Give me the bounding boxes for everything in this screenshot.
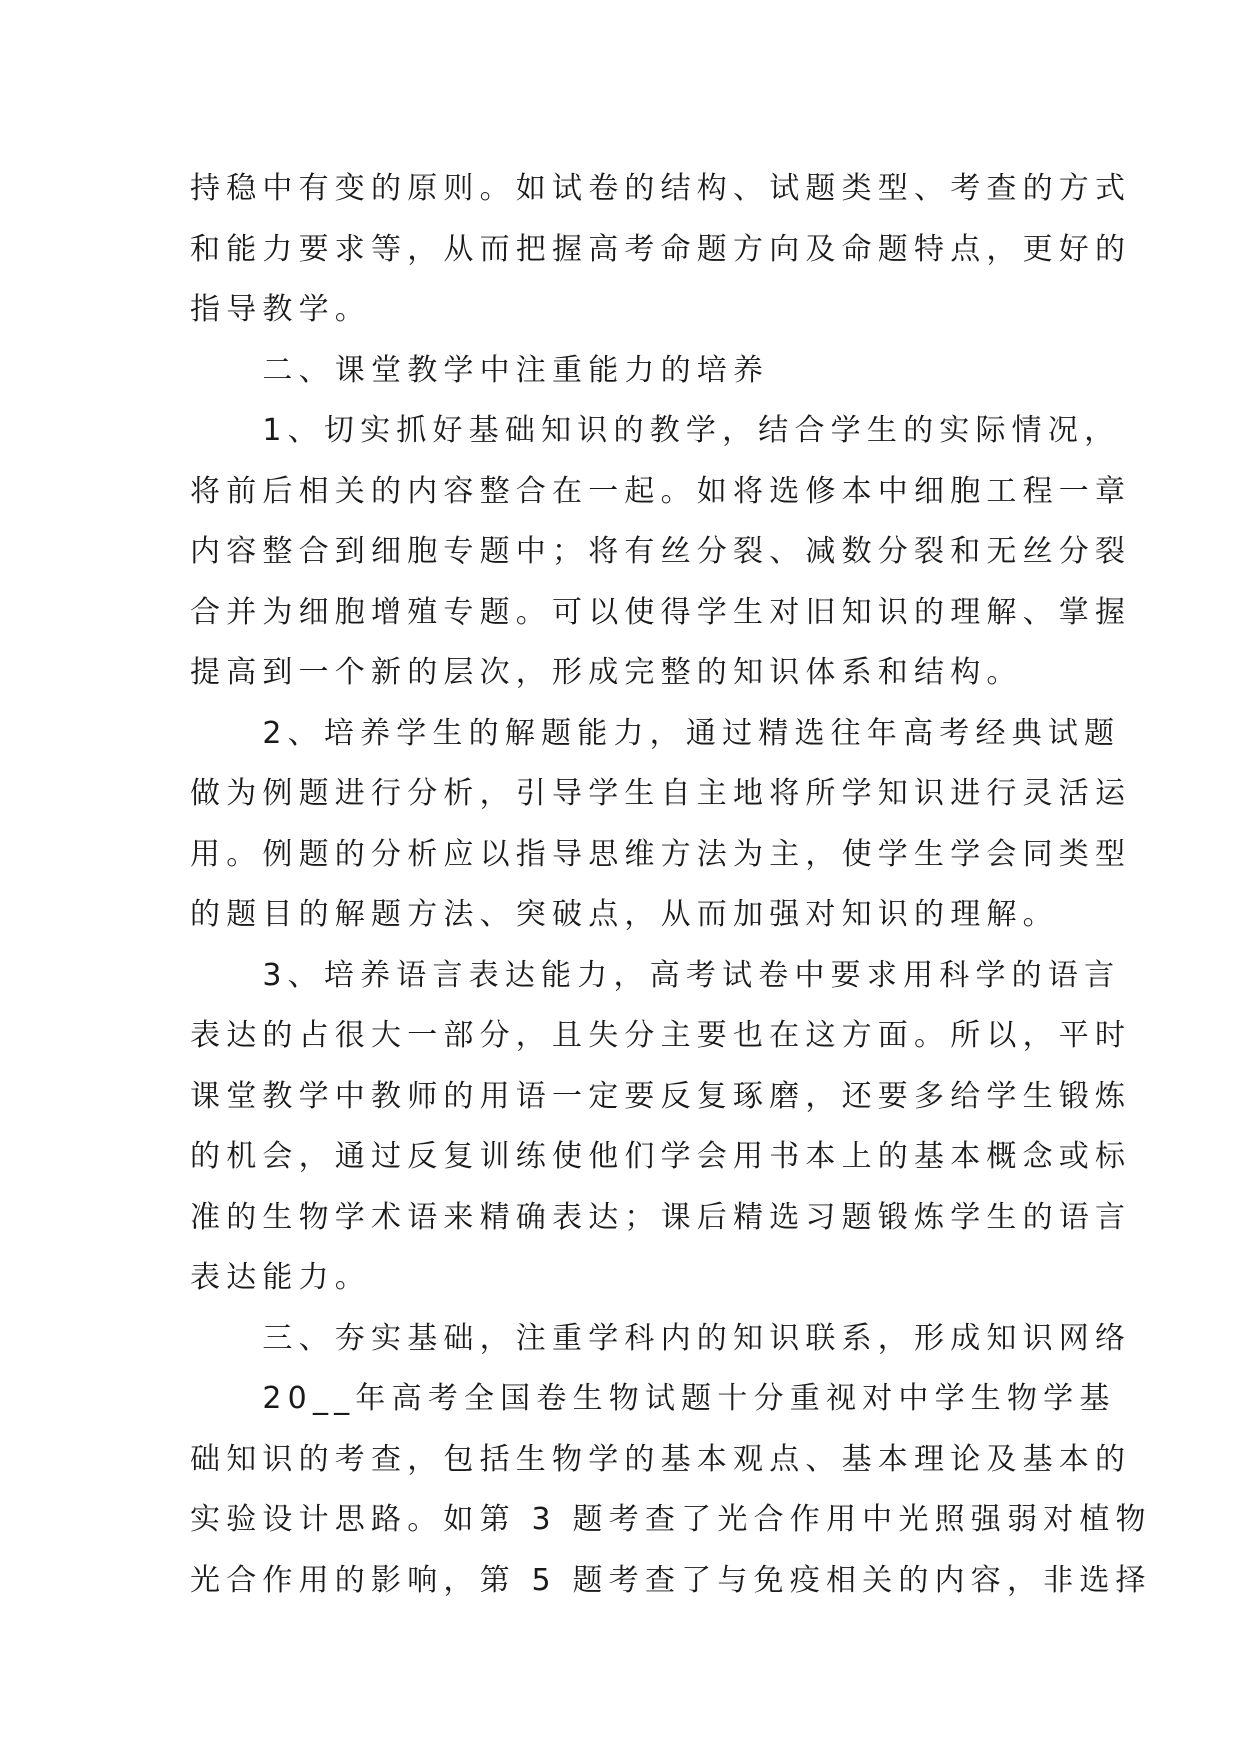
text-line: 表达的占很大一部分，且失分主要也在这方面。所以，平时 (190, 1018, 1132, 1053)
text-line: 准的生物学术语来精确表达；课后精选习题锻炼学生的语言 (190, 1199, 1132, 1235)
section-heading-text: 二、课堂教学中注重能力的培养 (190, 352, 770, 388)
paragraph-exam-principles (190, 159, 1132, 341)
text-line: 和能力要求等，从而把握高考命题方向及命题特点，更好的 (190, 231, 1132, 267)
text-line: 1、切实抓好基础知识的教学，结合学生的实际情况， (190, 413, 1121, 448)
text-line: 做为例题进行分析，引导学生自主地将所学知识进行灵活运 (190, 776, 1132, 811)
text-line: 提高到一个新的层次，形成完整的知识体系和结构。 (190, 655, 1023, 690)
document-body (190, 159, 1152, 1611)
text-line: 指导教学。 (190, 292, 371, 327)
section-heading-3 (190, 1309, 1132, 1370)
text-line: 2、培养学生的解题能力，通过精选往年高考经典试题 (190, 715, 1121, 751)
text-line: 合并为细胞增殖专题。可以使得学生对旧知识的理解、掌握 (190, 594, 1132, 630)
text-line: 实验设计思路。如第 3 题考查了光合作用中光照强弱对植物 (190, 1502, 1152, 1537)
text-line: 础知识的考查，包括生物学的基本观点、基本理论及基本的 (190, 1441, 1132, 1477)
text-line: 20__年高考全国卷生物试题十分重视对中学生物学基 (190, 1381, 1116, 1416)
text-line: 将前后相关的内容整合在一起。如将选修本中细胞工程一章 (190, 473, 1132, 509)
text-line: 光合作用的影响，第 5 题考查了与免疫相关的内容，非选择 (190, 1562, 1152, 1598)
text-line: 的机会，通过反复训练使他们学会用书本上的基本概念或标 (190, 1139, 1132, 1174)
section-heading-2 (190, 341, 1058, 402)
paragraph-exam-analysis (190, 1369, 1152, 1611)
paragraph-item-1 (190, 401, 1132, 704)
text-line: 持稳中有变的原则。如试卷的结构、试题类型、考查的方式 (190, 171, 1132, 206)
text-line: 表达能力。 (190, 1260, 371, 1295)
paragraph-item-2 (190, 704, 1132, 946)
section-heading-text: 三、夯实基础，注重学科内的知识联系，形成知识网络 (190, 1320, 1132, 1356)
text-line: 的题目的解题方法、突破点，从而加强对知识的理解。 (190, 897, 1059, 932)
text-line: 用。例题的分析应以指导思维方法为主，使学生学会同类型 (190, 836, 1132, 872)
text-line: 内容整合到细胞专题中；将有丝分裂、减数分裂和无丝分裂 (190, 534, 1132, 569)
text-line: 3、培养语言表达能力，高考试卷中要求用科学的语言 (190, 957, 1121, 993)
paragraph-item-3 (190, 946, 1132, 1309)
text-line: 课堂教学中教师的用语一定要反复琢磨，还要多给学生锻炼 (190, 1078, 1132, 1114)
